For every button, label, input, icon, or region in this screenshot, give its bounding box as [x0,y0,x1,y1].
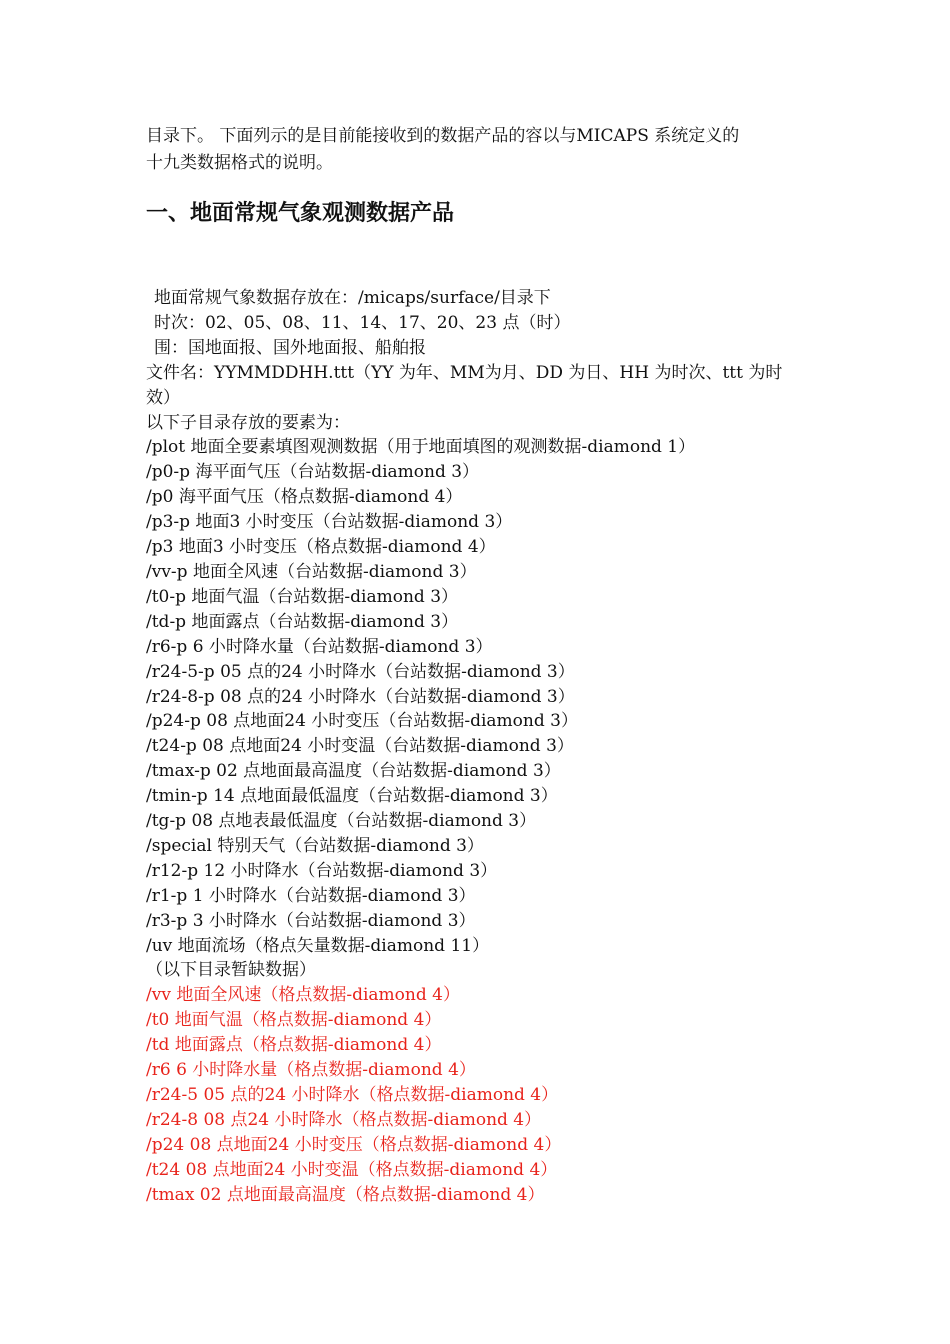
list-item: /special 特别天气（台站数据-diamond 3） [146,835,484,856]
list-item: /r12-p 12 小时降水（台站数据-diamond 3） [146,860,498,881]
missing-list-item: /t0 地面气温（格点数据-diamond 4） [146,1010,442,1031]
missing-list-item: /r24-5 05 点的24 小时降水（格点数据-diamond 4） [146,1085,559,1105]
list-item: /r6-p 6 小时降水量（台站数据-diamond 3） [146,636,493,657]
section-heading: 一、地面常规气象观测数据产品 [146,201,455,226]
storage-path-text: 地面常规气象数据存放在：/micaps/surface/目录下 [154,288,551,308]
missing-list-item: /r6 6 小时降水量（格点数据-diamond 4） [146,1060,476,1081]
missing-list-item: /p24 08 点地面24 小时变压（格点数据-diamond 4） [146,1134,562,1155]
list-item: /tmax-p 02 点地面最高温度（台站数据-diamond 3） [146,761,561,782]
list-item: /p0-p 海平面气压（台站数据-diamond 3） [146,462,480,483]
list-item: /p3 地面3 小时变压（格点数据-diamond 4） [146,537,496,558]
missing-list-item: /td 地面露点（格点数据-diamond 4） [146,1035,442,1056]
list-item: /r24-5-p 05 点的24 小时降水（台站数据-diamond 3） [146,661,575,682]
list-item: /uv 地面流场（格点矢量数据-diamond 11） [146,935,490,956]
list-item: /tg-p 08 点地表最低温度（台站数据-diamond 3） [146,811,537,832]
intro-line-1: 目录下。 下面列示的是目前能接收到的数据产品的容以与MICAPS 系统定义的 [146,126,740,146]
observation-times-text: 时次：02、05、08、11、14、17、20、23 点（时） [154,312,571,333]
list-item: /r24-8-p 08 点的24 小时降水（台站数据-diamond 3） [146,686,575,707]
intro-paragraph [146,123,816,177]
list-item: /t24-p 08 点地面24 小时变温（台站数据-diamond 3） [146,736,574,757]
missing-data-list [146,983,816,1207]
subdirectory-intro-text: 以下子目录存放的要素为： [146,412,350,433]
missing-list-item: /tmax 02 点地面最高温度（格点数据-diamond 4） [146,1184,545,1205]
missing-list-item: /r24-8 08 点24 小时降水（格点数据-diamond 4） [146,1109,542,1130]
missing-list-item: /vv 地面全风速（格点数据-diamond 4） [146,985,460,1006]
missing-list-item: /t24 08 点地面24 小时变温（格点数据-diamond 4） [146,1159,558,1180]
intro-line-2: 十九类数据格式的说明。 [146,153,333,173]
filename-format-line-2: 效） [146,387,180,408]
list-item: /vv-p 地面全风速（台站数据-diamond 3） [146,561,477,582]
missing-data-note: （以下目录暂缺数据） [146,960,316,981]
list-item: /tmin-p 14 点地面最低温度（台站数据-diamond 3） [146,786,558,807]
list-item: /p3-p 地面3 小时变压（台站数据-diamond 3） [146,512,513,533]
list-item: /td-p 地面露点（台站数据-diamond 3） [146,611,459,632]
list-item: /p24-p 08 点地面24 小时变压（台站数据-diamond 3） [146,711,578,732]
list-item: /r1-p 1 小时降水（台站数据-diamond 3） [146,885,476,906]
subdirectory-list [146,435,816,958]
section-content [146,286,816,1208]
list-item: /p0 海平面气压（格点数据-diamond 4） [146,487,463,508]
filename-format-line-1: 文件名：YYMMDDHH.ttt（YY 为年、MM为月、DD 为日、HH 为时次、ttt 为时 [146,362,783,383]
scope-text: 围：国地面报、国外地面报、船舶报 [154,337,426,358]
list-item: /r3-p 3 小时降水（台站数据-diamond 3） [146,910,476,931]
list-item: /plot 地面全要素填图观测数据（用于地面填图的观测数据-diamond 1） [146,437,696,458]
list-item: /t0-p 地面气温（台站数据-diamond 3） [146,586,459,607]
